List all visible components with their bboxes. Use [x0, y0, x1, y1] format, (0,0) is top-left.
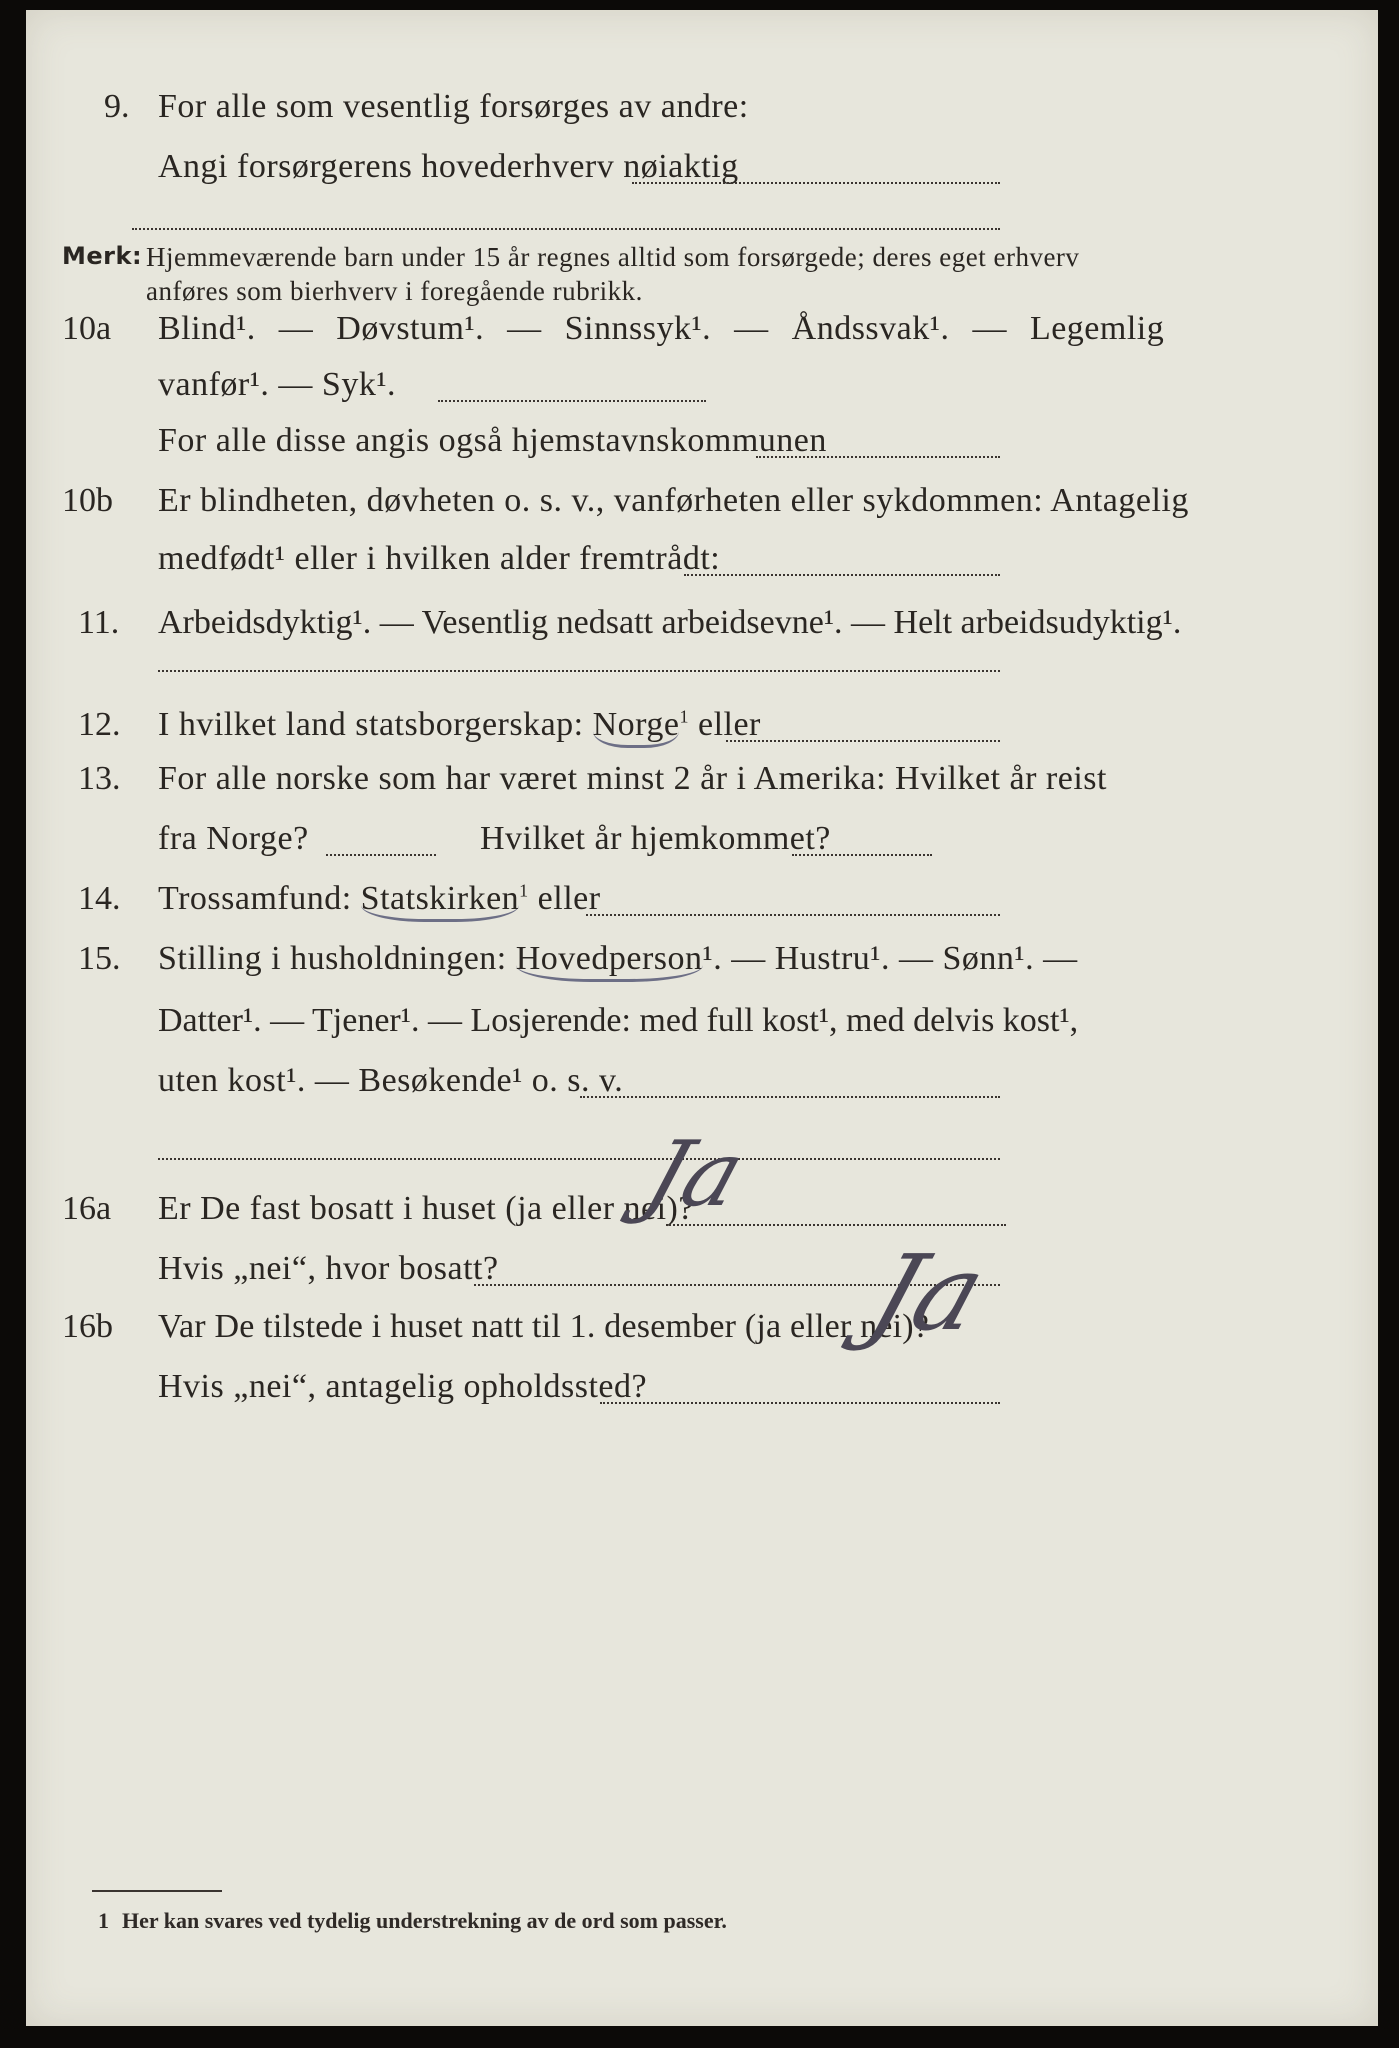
census-form-page [26, 10, 1378, 2026]
q11-number: 11. [78, 604, 120, 641]
q13-reist-line[interactable] [326, 854, 436, 856]
q14-answer-underline: Statskirken [361, 880, 519, 922]
q13-hjemkommet-line[interactable] [792, 854, 932, 856]
q16b-number: 16b [62, 1308, 113, 1345]
q15-number: 15. [78, 940, 121, 977]
q12-number: 12. [78, 706, 121, 743]
q14-answer-line[interactable] [586, 914, 1000, 916]
q9-line1: For alle som vesentlig forsørges av andre: [158, 88, 749, 125]
q15-answer-line[interactable] [580, 1096, 1000, 1098]
footnote-rule [92, 1890, 222, 1892]
q16a-number: 16a [62, 1190, 112, 1227]
q10a-answer-line[interactable] [438, 400, 706, 402]
q12-answer-line[interactable] [726, 740, 1000, 742]
q12-text: I hvilket land statsborgerskap: Norge$^1$ eller [158, 706, 761, 744]
q16a-line1: Er De fast bosatt i huset (ja eller nei)? [158, 1190, 694, 1227]
q10b-line1: Er blindheten, døvheten o. s. v., vanførheten eller sykdommen: Antagelig [158, 482, 1189, 519]
merk-label: Merk: [62, 242, 143, 270]
q15-line2: Datter¹. — Tjener¹. — Losjerende: med full kost¹, med delvis kost¹, [158, 1002, 1079, 1039]
q10b-number: 10b [62, 482, 113, 519]
q10a-line2: vanfør¹. — Syk¹. [158, 366, 397, 403]
q15-answer-line-2[interactable] [158, 1158, 1000, 1160]
q9-number: 9. [104, 88, 130, 125]
footnote-text: Her kan svares ved tydelig understrekning av de ord som passer. [122, 1908, 727, 1933]
q9-answer-line[interactable] [632, 182, 1000, 184]
q10a-line3: For alle disse angis også hjemstavnskommunen [158, 422, 827, 459]
q14-text: Trossamfund: Statskirken$^1$ eller [158, 880, 601, 918]
q10b-line2: medfødt¹ eller i hvilken alder fremtrådt: [158, 540, 721, 577]
q13-number: 13. [78, 760, 121, 797]
q15-line1: Stilling i husholdningen: Hovedperson¹. — Hustru¹. — Sønn¹. — [158, 940, 1078, 978]
merk-line1: Hjemmeværende barn under 15 år regnes alltid som forsørgede; deres eget erhverv [146, 242, 1080, 272]
q9-answer-line-2[interactable] [132, 228, 1000, 230]
q16b-opholdssted-line[interactable] [600, 1402, 1000, 1404]
q10a-number: 10a [62, 310, 112, 347]
q10a-line1: Blind¹. — Døvstum¹. — Sinnssyk¹. — Åndssvak¹. — Legemlig [158, 310, 1165, 347]
q9-line2: Angi forsørgerens hovederhverv nøiaktig [158, 148, 739, 185]
q16a-line2: Hvis „nei“, hvor bosatt? [158, 1250, 499, 1287]
q14-number: 14. [78, 880, 121, 917]
merk-line2: anføres som bierhverv i foregående rubrikk. [146, 276, 643, 306]
footnote-mark: 1 [98, 1908, 109, 1933]
q11-answer-line[interactable] [158, 670, 1000, 672]
q16b-line1: Var De tilstede i huset natt til 1. desember (ja eller nei)? [158, 1308, 930, 1345]
q16b-handwritten-answer: Ja [856, 1232, 1000, 1354]
q15-line3: uten kost¹. — Besøkende¹ o. s. v. [158, 1062, 624, 1099]
q16a-handwritten-answer: Ja [632, 1122, 757, 1227]
q16b-line2: Hvis „nei“, antagelig opholdssted? [158, 1368, 648, 1405]
q13-line2b: Hvilket år hjemkommet? [480, 820, 831, 857]
q13-line1: For alle norske som har været minst 2 år i Amerika: Hvilket år reist [158, 760, 1107, 797]
q15-answer-underline: Hovedperson [516, 940, 703, 982]
q12-answer-underline: Norge [593, 706, 680, 748]
q13-line2a: fra Norge? [158, 820, 309, 857]
q11-line1: Arbeidsdyktig¹. — Vesentlig nedsatt arbeidsevne¹. — Helt arbeidsudyktig¹. [158, 604, 1182, 641]
q10a-hjemstavn-line[interactable] [756, 456, 1000, 458]
q10b-answer-line[interactable] [684, 574, 1000, 576]
